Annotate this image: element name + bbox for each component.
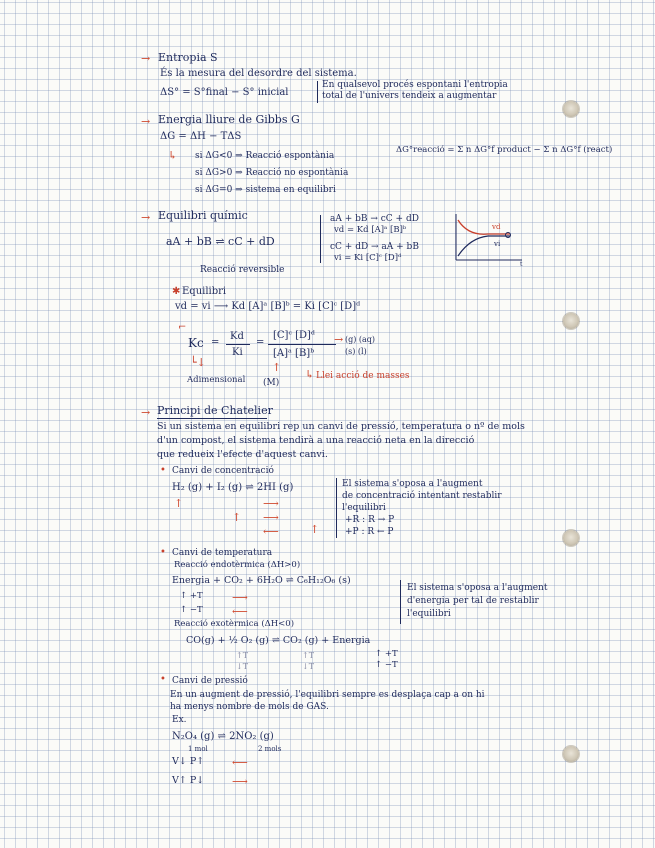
exothermic-equation: CO(g) + ½ O₂ (g) ⇌ CO₂ (g) + Energia <box>186 635 371 646</box>
exothermic-down-t: ↓T <box>236 662 249 671</box>
endothermic-plus-t: ↑ +T <box>180 591 203 601</box>
reversible-reaction: aA + bB ⇌ cC + dD <box>166 235 275 248</box>
molar-unit-label: (M) <box>263 378 280 388</box>
forward-rate-curve <box>458 220 510 234</box>
reversible-label: Reacció reversible <box>200 265 285 275</box>
kd-numerator: Kd <box>230 331 244 342</box>
note-brace <box>317 81 318 103</box>
gibbs-reaction-formula: ΔG°reacció = Σ n ΔG°f product − Σ n ΔG°f (react) <box>396 145 613 155</box>
concentration-note-5: +P : R ← P <box>345 527 394 537</box>
forward-rate: vd = Kd [A]ᵃ [B]ᵇ <box>334 225 407 235</box>
gibbs-title: Energia lliure de Gibbs G <box>158 113 300 126</box>
entropy-note-1: En qualsevol procés espontani l'entropia <box>322 80 508 90</box>
products-numerator: [C]ᶜ [D]ᵈ <box>273 330 315 341</box>
equilibrium-title: Equilibri químic <box>158 209 248 222</box>
red-bullet-arrow: → <box>141 211 151 224</box>
red-right-arrow: ⟶ <box>263 511 279 524</box>
graph-t-label: t <box>520 261 523 268</box>
red-right-arrow: ⟶ <box>232 775 248 788</box>
gibbs-case-positive: si ΔG>0 ⇒ Reacció no espontània <box>195 168 349 178</box>
red-right-arrow: ⟶ <box>263 497 279 510</box>
fraction-bar <box>268 344 336 345</box>
reaction-brace <box>320 215 321 263</box>
ki-denominator: Ki <box>232 347 243 358</box>
temperature-note-3: l'equilibri <box>407 609 451 619</box>
equilibrium-subtitle: Equilibri <box>182 286 227 297</box>
dimensionless-label: Adimensional <box>187 375 246 385</box>
states-excluded: (s) (l) <box>345 347 367 356</box>
concentration-note-4: +R : R → P <box>345 515 395 525</box>
exothermic-plus-t: ↑ +T <box>375 649 398 659</box>
rate-time-graph <box>448 210 528 268</box>
entropy-note-2: total de l'univers tendeix a augmentar <box>322 91 497 101</box>
chatelier-text-3: que redueix l'efecte d'aquest canvi. <box>157 449 328 460</box>
concentration-equation: H₂ (g) + I₂ (g) ⇌ 2HI (g) <box>172 482 294 493</box>
note-brace <box>400 580 401 624</box>
note-brace <box>336 478 337 538</box>
exothermic-minus-t: ↑ −T <box>375 660 398 670</box>
graph-vi-label: vi <box>494 240 501 248</box>
red-up-arrow: ↑ <box>232 511 242 524</box>
concentration-note-1: El sistema s'oposa a l'augment <box>342 479 483 489</box>
exothermic-label: Reacció exotèrmica (ΔH<0) <box>174 619 295 629</box>
concentration-note-2: de concentració intentant restablir <box>342 491 502 501</box>
pressure-equation: N₂O₄ (g) ⇌ 2NO₂ (g) <box>172 731 274 742</box>
punch-hole <box>563 313 579 329</box>
mass-action-law: Llei acció de masses <box>316 371 410 381</box>
kc-equals-1: = <box>211 337 220 348</box>
red-right-arrow: ⟶ <box>232 591 248 604</box>
temperature-note-1: El sistema s'oposa a l'augment <box>407 583 548 593</box>
two-mols-label: 2 mols <box>258 745 282 753</box>
entropy-title: Entropia S <box>158 51 218 64</box>
equilibrium-point <box>506 233 511 238</box>
equilibrium-star: ✱ <box>172 286 181 297</box>
reactants-denominator: [A]ᵃ [B]ᵇ <box>273 348 315 359</box>
red-dot: • <box>160 547 166 558</box>
volume-down-pressure-up: V↓ P↑ <box>172 756 205 767</box>
reverse-rate: vi = Ki [C]ᶜ [D]ᵈ <box>334 253 402 263</box>
red-corner-arrow: ↳ <box>168 149 178 162</box>
forward-reaction: aA + bB → cC + dD <box>330 214 419 224</box>
exothermic-down-t-2: ↓T <box>302 662 315 671</box>
gibbs-case-negative: si ΔG<0 ⇒ Reacció espontània <box>195 151 335 161</box>
kc-equals-2: = <box>256 337 265 348</box>
red-corner-arrow: ↳ <box>305 368 315 381</box>
volume-up-pressure-down: V↑ P↓ <box>172 775 205 786</box>
red-left-arrow: ⟵ <box>263 525 279 538</box>
red-left-arrow: ⟵ <box>232 605 248 618</box>
red-dot: • <box>160 674 166 685</box>
one-mol-label: 1 mol <box>188 745 208 753</box>
temperature-change-title: Canvi de temperatura <box>172 548 273 558</box>
punch-hole <box>563 746 579 762</box>
chatelier-text-2: d'un compost, el sistema tendirà a una reacció neta en la direcció <box>157 435 475 446</box>
exothermic-up-t-2: ↑T <box>302 651 315 660</box>
red-up-arrow: ↑ <box>310 523 320 536</box>
concentration-note-3: l'equilibri <box>342 503 386 513</box>
pressure-change-title: Canvi de pressió <box>172 676 248 686</box>
kc-symbol: Kc <box>188 336 204 350</box>
graph-vd-label: vd <box>492 223 501 231</box>
red-dot: • <box>160 465 166 476</box>
pressure-text-2: ha menys nombre de mols de GAS. <box>170 702 329 712</box>
pressure-text-1: En un augment de pressió, l'equilibri sempre es desplaça cap a on hi <box>170 690 485 700</box>
endothermic-equation: Energia + CO₂ + 6H₂O ⇌ C₆H₁₂O₆ (s) <box>172 575 351 586</box>
entropy-equation: ΔS° = S°final − S° inicial <box>160 87 289 98</box>
equilibrium-rates-equal: vd = vi ⟶ Kd [A]ᵃ [B]ᵇ = Ki [C]ᶜ [D]ᵈ <box>175 301 361 312</box>
gibbs-equation: ΔG = ΔH − TΔS <box>160 131 242 142</box>
entropy-definition: És la mesura del desordre del sistema. <box>160 68 357 79</box>
punch-hole <box>563 530 579 546</box>
fraction-bar <box>226 344 250 345</box>
red-bullet-arrow: → <box>141 52 151 65</box>
reverse-reaction: cC + dD → aA + bB <box>330 242 419 252</box>
title-underline <box>157 418 267 419</box>
states-included: (g) (aq) <box>345 335 376 344</box>
red-up-arrow: ↑ <box>174 497 184 510</box>
concentration-change-title: Canvi de concentració <box>172 466 274 476</box>
red-corner-mark: ⌐ <box>178 322 187 333</box>
red-bullet-arrow: → <box>141 406 151 419</box>
temperature-note-2: d'energia per tal de restablir <box>407 596 539 606</box>
chatelier-text-1: Si un sistema en equilibri rep un canvi de pressió, temperatura o nº de mols <box>157 421 525 432</box>
exothermic-up-t: ↑T <box>236 651 249 660</box>
red-corner-mark: └↓ <box>190 356 206 369</box>
chatelier-title: Principi de Chatelier <box>157 404 273 417</box>
red-bullet-arrow: → <box>141 115 151 128</box>
gibbs-case-zero: si ΔG=0 ⇒ sistema en equilibri <box>195 185 336 195</box>
reverse-rate-curve <box>458 236 510 256</box>
red-left-arrow: ⟵ <box>232 756 248 769</box>
endothermic-label: Reacció endotèrmica (ΔH>0) <box>174 560 301 570</box>
red-arrow: ↑ <box>272 361 282 374</box>
red-arrow: → <box>334 333 344 346</box>
example-label: Ex. <box>172 715 187 725</box>
punch-hole <box>563 101 579 117</box>
endothermic-minus-t: ↑ −T <box>180 605 203 615</box>
